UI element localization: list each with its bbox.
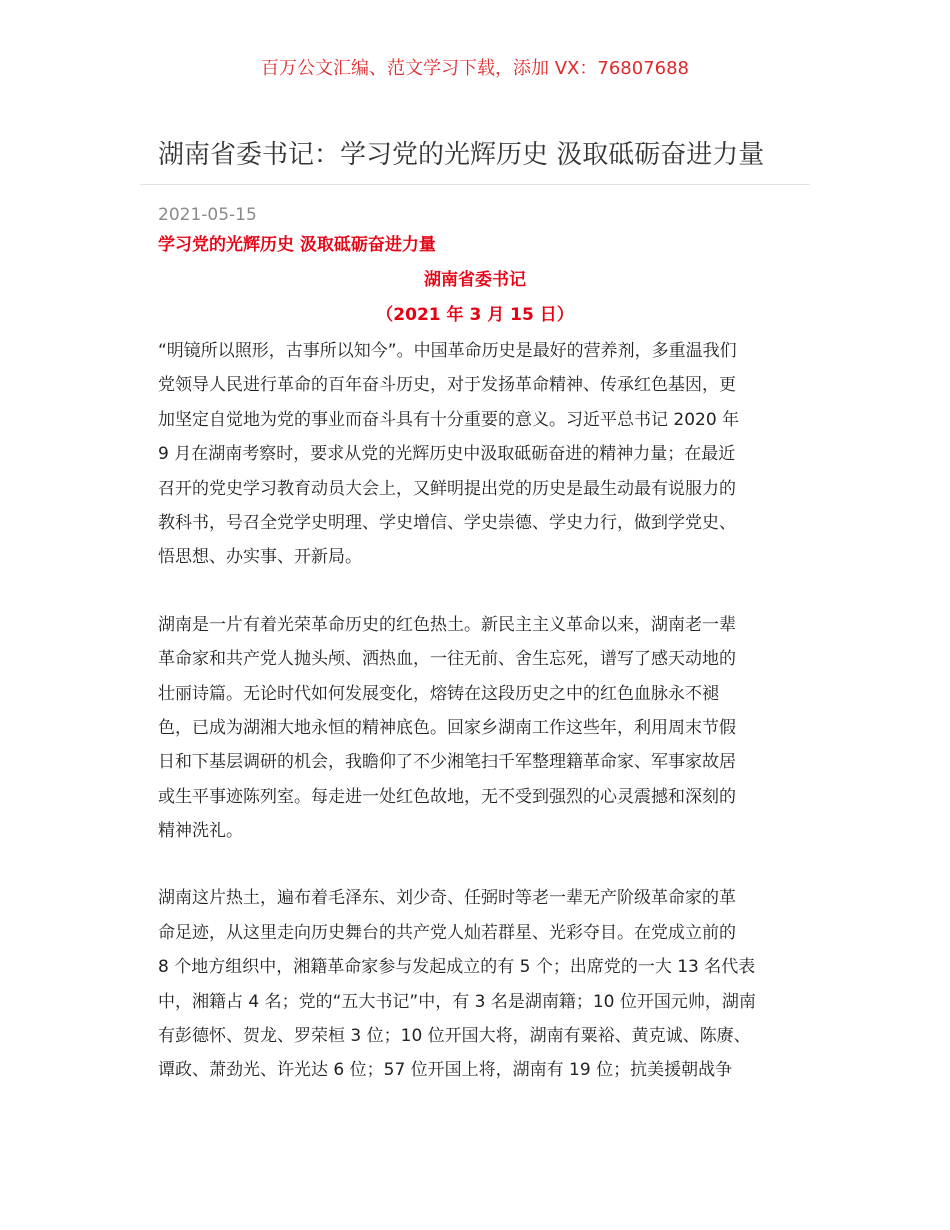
text-line: 党领导人民进行革命的百年奋斗历史，对于发扬革命精神、传承红色基因，更 (158, 375, 736, 396)
text-line: 教科书，号召全党学史明理、学史增信、学史崇德、学史力行，做到学党史、 (158, 512, 736, 533)
article-body (158, 334, 794, 1121)
text-line: 有彭德怀、贺龙、罗荣桓 3 位；10 位开国大将，湖南有粟裕、黄克诚、陈赓、 (158, 1026, 751, 1047)
text-line: 日和下基层调研的机会，我瞻仰了不少湘笔扫千军整理籍革命家、军事家故居 (158, 752, 736, 773)
text-line: 9 月在湖南考察时，要求从党的光辉历史中汲取砥砺奋进的精神力量；在最近 (158, 444, 736, 465)
paragraph-3 (158, 881, 794, 1087)
article-subtitle: 学习党的光辉历史 汲取砥砺奋进力量 (158, 235, 436, 255)
text-line: 8 个地方组织中，湘籍革命家参与发起成立的有 5 个；出席党的一大 13 名代表 (158, 957, 756, 978)
title-divider (140, 184, 810, 185)
text-line: 命足迹，从这里走向历史舞台的共产党人灿若群星、光彩夺目。在党成立前的 (158, 922, 736, 943)
article-title: 湖南省委书记：学习党的光辉历史 汲取砥砺奋进力量 (158, 140, 765, 170)
text-line: 谭政、萧劲光、许光达 6 位；57 位开国上将，湖南有 19 位；抗美援朝战争 (158, 1060, 733, 1081)
text-line: 悟思想、办实事、开新局。 (158, 547, 362, 568)
text-line: 中，湘籍占 4 名；党的“五大书记”中，有 3 名是湖南籍；10 位开国元帅，湖南 (158, 991, 756, 1012)
text-line: 色，已成为湖湘大地永恒的精神底色。回家乡湖南工作这些年，利用周末节假 (158, 717, 736, 738)
text-line: 精神洗礼。 (158, 821, 243, 842)
text-line: 革命家和共产党人抛头颅、洒热血，一往无前、舍生忘死，谱写了感天动地的 (158, 649, 736, 670)
text-line: 湖南这片热土，遍布着毛泽东、刘少奇、任弼时等老一辈无产阶级革命家的革 (158, 888, 736, 909)
promo-banner: 百万公文汇编、范文学习下载，添加 VX：76807688 (261, 58, 689, 79)
publish-date: 2021-05-15 (158, 205, 257, 225)
text-line: “明镜所以照形，古事所以知今”。中国革命历史是最好的营养剂，多重温我们 (158, 341, 737, 361)
text-line: 召开的党史学习教育动员大会上，又鲜明提出党的历史是最生动最有说服力的 (158, 478, 736, 499)
text-line: 加坚定自觉地为党的事业而奋斗具有十分重要的意义。习近平总书记 2020 年 (158, 409, 740, 430)
author-line: 湖南省委书记 (424, 270, 526, 290)
text-line: 壮丽诗篇。无论时代如何发展变化，熔铸在这段历史之中的红色血脉永不褪 (158, 683, 719, 704)
paragraph-1 (158, 334, 794, 575)
text-line: 或生平事迹陈列室。每走进一处红色故地，无不受到强烈的心灵震撼和深刻的 (158, 786, 736, 807)
paragraph-2 (158, 608, 794, 849)
text-line: 湖南是一片有着光荣革命历史的红色热土。新民主主义革命以来，湖南老一辈 (158, 614, 736, 635)
speech-date: （2021 年 3 月 15 日） (376, 305, 574, 325)
